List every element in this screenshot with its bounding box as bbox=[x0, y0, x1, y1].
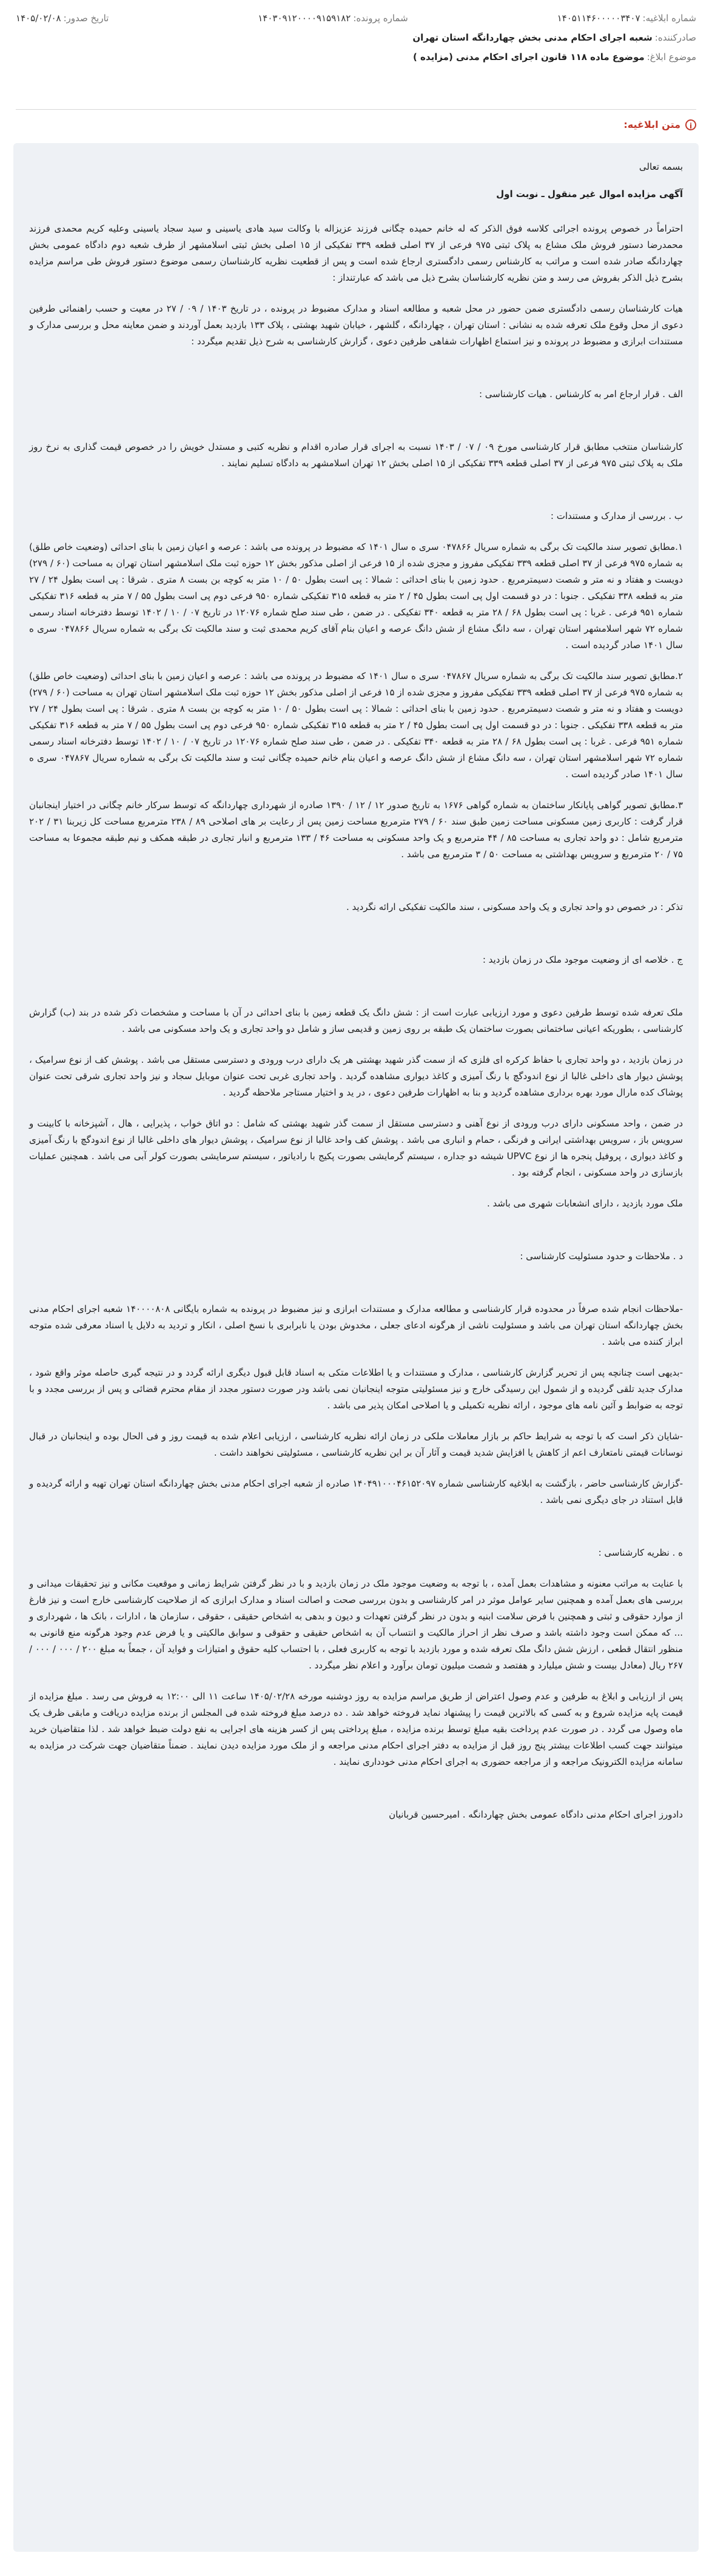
notice-number-label: شماره ابلاغیه: bbox=[642, 13, 696, 24]
issue-date bbox=[16, 11, 109, 25]
paragraph-auction-terms: پس از ارزیابی و ابلاغ به طرفین و عدم وصول اعتراض از طریق مراسم مزایده به روز دوشنبه مورخه ۱۴۰۵/۰۲/۲۸ ساعت ۱۱ الی ۱۲:۰۰ به فروش می رسد . مبلغ مزایده از قیمت پایه مزایده شروع و به کسی که بالاترین قیمت را پیشنهاد نماید فروخته خواهد شد . ده درصد مبلغ فروخته شده فی المجلس از برنده مزایده دریافت و مابقی ظرف یک ماه وصول می گردد . در صورت عدم پرداخت بقیه مبلغ توسط برنده مزایده ، مبلغ پرداختی پس از کسر هزینه های اجرایی به نفع دولت ضبط خواهد شد . لذا متقاضیان خرید میتوانند جهت کسب اطلاعات بیشتر پنج روز قبل از مزایده به دفتر اجرای احکام مدنی مراجعه و از ملک مورد مزایده دیدن نمایند . ضمناً متقاضیان جهت شرکت در مزایده به سامانه مزایده الکترونیک مراجعه و از مراجعه حضوری به اجرای احکام مدنی خودداری نمایند . bbox=[29, 1691, 683, 1767]
subject-label: موضوع ابلاغ: bbox=[647, 52, 696, 62]
section-dal: د . ملاحظات و حدود مسئولیت کارشناسی : bbox=[520, 1251, 683, 1262]
paragraph-property-summary: ملک تعرفه شده توسط طرفین دعوی و مورد ارزیابی عبارت است از : شش دانگ یک قطعه زمین با بنای احداثی در آن با مساحت و مشخصات ذکر شده در بند (ب) گزارش کارشناسی ، بطوریکه اعیانی ساختمانی بصورت ساختمان یک طبقه بر روی زمین و قدیمی ساز و شامل دو واحد تجاری و یک واحد مسکونی می باشد . bbox=[29, 1007, 683, 1034]
subject-value: موضوع ماده ۱۱۸ قانون اجرای احکام مدنی (مزایده ) bbox=[412, 52, 645, 62]
notice-header bbox=[0, 0, 712, 106]
issuer-value: شعبه اجرای احکام مدنی بخش چهاردانگه استان تهران bbox=[412, 32, 653, 43]
section-jim: ج . خلاصه ای از وضعیت موجود ملک در زمان بازدید : bbox=[482, 954, 683, 965]
paragraph-new-documents: -بدیهی است چنانچه پس از تحریر گزارش کارشناسی ، مدارک و مستندات و یا اطلاعات متکی به اسناد قابل قبول دیگری ارائه گردد و در نتیجه گیری حاصله موثر واقع شود ، مدارک جدید تلقی گردیده و از شمول این رسیدگی خارج و نیز مسئولیتی متوجه اینجانبان نمی باشد ودر صورت دستور مجدد از مقام محترم قضائی و پس از بررسی مجدد و با توجه به ضوابط و آئین نامه های موجود ، ارائه نظریه تکمیلی و یا اصلاحی امکان پذیر می باشد . bbox=[29, 1367, 683, 1411]
section-he: ه . نظریه کارشناسی : bbox=[598, 1547, 683, 1558]
paragraph-scope: -ملاحظات انجام شده صرفاً در محدوده قرار کارشناسی و مطالعه مدارک و مستندات ابرازی و نیز مضبوط در پرونده به شماره بایگانی ۱۴۰۰۰۰۸۰۸ شعبه اجرای احکام مدنی بخش چهاردانگه استان تهران می باشد و مسئولیت ناشی از هرگونه ادعای جعلی ، مخدوش بودن یا نابرابری با نسخ اصلی ، انکار و تردید به دلایل یا اسناد معرفی شده متوجه ابراز کننده می باشد . bbox=[29, 1303, 683, 1347]
section-alef: الف . قرار ارجاع امر به کارشناس . هیات کارشناسی : bbox=[479, 389, 683, 400]
auction-title: آگهی مزایده اموال غیر منقول ـ نوبت اول bbox=[496, 189, 683, 199]
paragraph-market: -شایان ذکر است که با توجه به شرایط حاکم بر بازار معاملات ملکی در زمان ارائه نظریه کارشناسی ، ارزیابی اعلام شده به قیمت روز و فی الحال بوده و اینجانبان در قبال نوسانات قیمتی نامتعارف اعم از کاهش یا افزایش شدید قیمت و آثار آن بر این نظریه کارشناسی ، مسئولیتی نخواهند داشت . bbox=[29, 1431, 683, 1458]
paragraph-note: تذکر : در خصوص دو واحد تجاری و یک واحد مسکونی ، سند مالکیت تفکیکی ارائه نگردید . bbox=[346, 902, 683, 912]
notice-number-value: ۱۴۰۵۱۱۴۶۰۰۰۰۰۳۴۰۷ bbox=[557, 13, 640, 24]
subject-line bbox=[16, 50, 696, 64]
paragraph-utilities: ملک مورد بازدید ، دارای انشعابات شهری می باشد . bbox=[487, 1198, 683, 1209]
paragraph-deed-2: ۲.مطابق تصویر سند مالکیت تک برگی به شماره سریال ۰۴۷۸۶۷ سری ه سال ۱۴۰۱ که مضبوط در پرونده می باشد : عرصه و اعیان زمین با بنای احداثی (وضعیت خاص طلق) به شماره ۹۷۵ فرعی از ۳۷ اصلی قطعه ۳۳۹ تفکیکی مفروز و مجزی شده از ۱۵ فرعی از اصلی مذکور بخش ۱۲ حوزه ثبت ملک اسلامشهر استان تهران به مساحت (۶۰ / ۲۷۹) دویست و هفتاد و نه متر و شصت دسیمترمربع . حدود زمین با بنای احداثی : شمالا : پی است بطول ۵۰ / ۱۰ متر به کوچه بن بست ۸ متری . شرقا : پی است بطول ۲۴ / ۲۷ متر به قطعه ۳۳۸ تفکیکی . جنوبا : در دو قسمت اول پی است بطول ۴۵ / ۲ متر به قطعه ۳۱۵ تفکیکی شماره ۹۵۰ فرعی دوم پی است بطول ۵۵ / ۷ متر به قطعه ۳۱۶ تفکیکی شماره ۹۵۱ فرعی . غربا : پی است بطول ۶۸ / ۲۸ متر به قطعه ۳۴۰ تفکیکی . در ضمن ، طی سند صلح شماره ۱۲۰۷۶ در تاریخ ۰۷ / ۱۰ / ۱۴۰۲ توسط دفترخانه اسناد رسمی شماره ۷۲ شهر اسلامشهر استان تهران ، سه دانگ مشاع از شش دانگ عرصه و اعیان بنام خانم حمیده چگانی ثبت و سند مالکیت تک برگی به شماره سریال ۰۴۷۸۶۷ سری ه سال ۱۴۰۱ صادر گردیده است . bbox=[29, 671, 683, 780]
notice-body bbox=[13, 143, 699, 2552]
paragraph-valuation: با عنایت به مراتب معنونه و مشاهدات بعمل آمده ، با توجه به وضعیت موجود ملک در زمان بازدید و با در نظر گرفتن شرایط زمانی و موقعیت مکانی و نیز تحقیقات میدانی و بررسی های بعمل آمده و همچنین سایر عوامل موثر در امر کارشناسی و بدون بررسی صحت و اصالت اسناد و مدارک ابرازی که از صلاحیت کارشناسی خارج است و نیز فارغ از موارد حقوقی و ثبتی و همچنین با فرض سلامت ابنیه و بدون در نظر گرفتن تعهدات و دیون و بدهی به اشخاص حقیقی ، حقوقی ، سازمان ها ، ادارات ، بانک ها ، شهرداری و ... که ممکن است وجود داشته باشد و صرف نظر از احراز مالکیت و انتساب آن به اشخاص حقیقی و حقوقی و سوابق مالکیتی و یا فرض عدم وجود هرگونه منع قانونی به منظور انتقال قطعی ، ارزش شش دانگ ملک تعرفه شده و مورد بازدید با توجه به کاربری فعلی ، با احتساب کلیه حقوق و امتیازات و فواید آن ، جمعاً به مبلغ ۲۰۰ / ۰۰۰ / ۰۰۰ / ۲۶۷ ریال (معادل بیست و شش میلیارد و هفتصد و شصت میلیون تومان برآورد و اعلام نظر میگردد . bbox=[29, 1578, 683, 1671]
case-number-value: ۱۴۰۳۰۹۱۲۰۰۰۰۹۱۵۹۱۸۲ bbox=[258, 13, 351, 24]
notice-number bbox=[557, 11, 696, 25]
paragraph-visit: هیات کارشناسان رسمی دادگستری ضمن حضور در محل شعبه و مطالعه اسناد و مدارک مضبوط در پرونده ، در تاریخ ۱۴۰۳ / ۰۹ / ۲۷ در معیت و حسب راهنمائی طرفین دعوی از محل وقوع ملک تعرفه شده به نشانی : استان تهران ، چهاردانگه ، گلشهر ، خیابان شهید بهشتی ، پلاک ۱۳۳ بازدید بعمل آوردند و ضمن معاینه محل و بررسی مدارک و مستندات ابرازی و مضبوط در پرونده و نیز استماع اظهارات شفاهی طرفین دعوی ، گزارش کارشناسی به شرح ذیل تقدیم میگردد : bbox=[29, 303, 683, 347]
header-divider bbox=[16, 109, 696, 110]
bismillah: بسمه تعالی bbox=[639, 161, 683, 172]
case-number-label: شماره پرونده: bbox=[353, 13, 408, 24]
issue-date-value: ۱۴۰۵/۰۲/۰۸ bbox=[16, 13, 61, 24]
paragraph-commercial-units: در زمان بازدید ، دو واحد تجاری با حفاظ کرکره ای فلزی که از سمت گذر شهید بهشتی هر یک دارای درب ورودی و دسترسی مستقل می باشد . پوشش کف از نوع سرامیک ، پوشش دیوار های داخلی غالبا از نوع اندودگچ با رنگ آمیزی و کاغذ دیواری مشاهده گردید . واحد تجاری غربی تحت عنوان موبایل سجاد و نیز واحد تجاری شرقی تحت عنوان پوشاک کده مارال مورد بهره برداری مشاهده گردید و بنا به اظهارات طرفین دعوی ، در ید و اختیار مستاجر ملاحظه گردید . bbox=[29, 1054, 683, 1098]
paragraph-residential-unit: در ضمن ، واحد مسکونی دارای درب ورودی از نوع آهنی و دسترسی مستقل از سمت گذر شهید بهشتی که شامل : دو اتاق خواب ، پذیرایی ، هال ، آشپزخانه با کابینت و سرویس باز ، سرویس بهداشتی ایرانی و فرنگی ، حمام و انباری می باشد . پوشش کف واحد غالبا از نوع سرامیک ، پوشش دیوار های داخلی غالبا از نوع اندودگچ با رنگ آمیزی و کاغذ دیواری ، پروفیل پنجره ها از نوع UPVC شیشه دو جداره ، سیستم گرمایشی بصورت پکیج با رادیاتور ، سیستم سرمایشی بصورت کولر آبی می باشد . همچنین عملیات بازسازی در واحد مسکونی ، انجام گرفته بود . bbox=[29, 1118, 683, 1178]
signature: دادورز اجرای احکام مدنی دادگاه عمومی بخش چهاردانگه . امیرحسین قربانیان bbox=[389, 1809, 683, 1820]
notice-text-heading bbox=[623, 119, 696, 130]
paragraph-deed-1: ۱.مطابق تصویر سند مالکیت تک برگی به شماره سریال ۰۴۷۸۶۶ سری ه سال ۱۴۰۱ که مضبوط در پرونده می باشد : عرصه و اعیان زمین با بنای احداثی (وضعیت خاص طلق) به شماره ۹۷۵ فرعی از ۳۷ اصلی قطعه ۳۳۹ تفکیکی مفروز و مجزی شده از ۱۵ فرعی از اصلی مذکور بخش ۱۲ حوزه ثبت ملک اسلامشهر استان تهران به مساحت (۶۰ / ۲۷۹) دویست و هفتاد و نه متر و شصت دسیمترمربع . حدود زمین با بنای احداثی : شمالا : پی است بطول ۵۰ / ۱۰ متر به کوچه بن بست ۸ متری . شرقا : پی است بطول ۲۴ / ۲۷ متر به قطعه ۳۳۸ تفکیکی . جنوبا : در دو قسمت اول پی است بطول ۴۵ / ۲ متر به قطعه ۳۱۵ تفکیکی شماره ۹۵۰ فرعی دوم پی است بطول ۵۵ / ۷ متر به قطعه ۳۱۶ تفکیکی شماره ۹۵۱ فرعی . غربا : پی است بطول ۶۸ / ۲۸ متر به قطعه ۳۴۰ تفکیکی . در ضمن ، طی سند صلح شماره ۱۲۰۷۶ در تاریخ ۰۷ / ۱۰ / ۱۴۰۲ توسط دفترخانه اسناد رسمی شماره ۷۲ شهر اسلامشهر استان تهران ، سه دانگ مشاع از شش دانگ عرصه و اعیان بنام آقای کریم محمدی ثبت و سند مالکیت تک برگی به شماره سریال ۰۴۷۸۶۶ سری ه سال ۱۴۰۱ صادر گردیده است . bbox=[29, 541, 683, 651]
info-icon: i bbox=[685, 119, 696, 130]
issuer-label: صادرکننده: bbox=[654, 32, 696, 43]
issuer-line bbox=[16, 30, 696, 45]
issue-date-label: تاریخ صدور: bbox=[63, 13, 109, 24]
paragraph-report-ref: -گزارش کارشناسی حاضر ، بازگشت به ابلاغیه کارشناسی شماره ۱۴۰۴۹۱۰۰۰۴۶۱۵۲۰۹۷ صادره از شعبه اجرای احکام مدنی بخش چهاردانگه استان تهران تهیه و ارائه گردیده و قابل استناد در جای دیگری نمی باشد . bbox=[29, 1478, 683, 1505]
section-be: ب . بررسی از مدارک و مستندات : bbox=[550, 510, 683, 521]
paragraph-assignment: کارشناسان منتخب مطابق قرار کارشناسی مورخ ۰۹ / ۰۷ / ۱۴۰۳ نسبت به اجرای قرار صادره اقدام و نظریه کتبی و مستدل خویش را در خصوص قیمت گذاری به نرخ روز ملک به پلاک ثبتی ۹۷۵ فرعی از ۳۷ اصلی قطعه ۳۳۹ تفکیکی از ۱۵ اصلی بخش ۱۲ تهران اسلامشهر به دادگاه تسلیم نمایند . bbox=[29, 441, 683, 469]
paragraph-completion-cert: ۳.مطابق تصویر گواهی پایانکار ساختمان به شماره گواهی ۱۶۷۶ به تاریخ صدور ۱۲ / ۱۲ / ۱۳۹۰ صادره از شهرداری چهاردانگه که توسط سرکار خانم چگانی در اختیار اینجانبان قرار گرفت : کاربری زمین مسکونی مساحت زمین طبق سند ۶۰ / ۲۷۹ مترمربع مساحت زمین پس از رعایت بر های اصلاحی ۸۹ / ۲۳۸ مترمربع مساحت کل زیربنا ۳۱ / ۲۰۲ مترمربع شامل : دو واحد تجاری به مساحت ۸۵ / ۴۴ مترمربع و یک واحد مسکونی به مساحت ۴۶ / ۱۳۳ مترمربع و انبار تجاری در طبقه همکف و نیم طبقه مجموعا به مساحت ۷۵ / ۲۰ مترمربع و سرویس بهداشتی به مساحت ۵۰ / ۳ مترمربع می باشد . bbox=[29, 800, 683, 860]
paragraph-intro: احتراماً در خصوص پرونده اجرائی کلاسه فوق الذکر که له خانم حمیده چگانی فرزند عزیزاله با وکالت سید هادی یاسینی و سید سجاد یاسینی وعلیه کریم محمدی فرزند محمدرضا دستور فروش ملک مشاع به پلاک ثبتی ۹۷۵ فرعی از ۳۷ اصلی قطعه ۳۳۹ تفکیکی از ۱۵ اصلی بخش ثبتی اسلامشهر از طرف شعبه دوم دادگاه عمومی بخش چهاردانگه صادر شده است و مراتب به کارشناس رسمی دادگستری ارجاع شده است و پس از قطعیت نظریه کارشناسان رسمی موضوع دستور فروش طی مراسم مزایده بشرح ذیل الذکر بفروش می رسد و متن نظریه کارشناسان بشرح ذیل می باشد که عبارتنداز : bbox=[29, 223, 683, 283]
notice-meta-row bbox=[16, 11, 696, 25]
notice-text-label: متن ابلاغیه: bbox=[623, 119, 680, 130]
case-number bbox=[258, 11, 408, 25]
